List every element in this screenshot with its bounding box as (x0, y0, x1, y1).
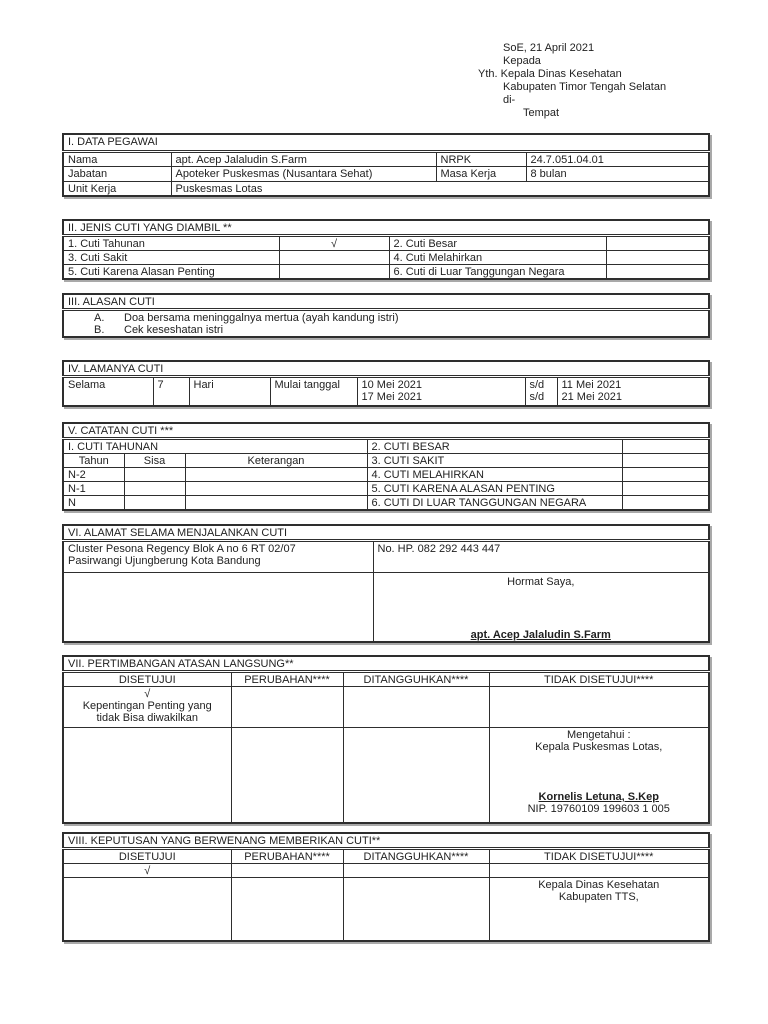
address-cell (63, 541, 373, 573)
s8-col-perubahan: PERUBAHAN**** (231, 849, 343, 864)
authority-line-1: Kepala Dinas Kesehatan (538, 879, 660, 891)
nrpk-label: NRPK (436, 151, 526, 166)
s8-col-tidak-disetujui: TIDAK DISETUJUI**** (489, 849, 709, 864)
s7-col-ditangguhkan: DITANGGUHKAN**** (343, 672, 489, 687)
end-date-2: 21 Mei 2021 (561, 391, 623, 403)
selama-label: Selama (63, 377, 153, 406)
jabatan-label: Jabatan (63, 166, 171, 181)
row-n1-keterangan (185, 482, 367, 496)
catatan-alasan-penting-value (622, 482, 709, 496)
section-1-data-pegawai-table (62, 133, 710, 197)
applicant-signer-name: apt. Acep Jalaludin S.Farm (470, 629, 611, 641)
row-n1-label: N-1 (63, 482, 124, 496)
s7-perubahan-cell (231, 687, 343, 728)
authority-line-2: Kabupaten TTS, (558, 891, 639, 903)
mulai-tanggal-label: Mulai tanggal (270, 377, 357, 406)
letter-recipient: Yth. Kepala Dinas Kesehatan (478, 68, 622, 80)
address-empty-cell (63, 573, 373, 643)
reason-a-text: Doa bersama meninggalnya mertua (ayah kandung istri) (124, 312, 399, 324)
section-3-alasan-cuti-table (62, 293, 710, 338)
catatan-luar-tanggungan-value (622, 496, 709, 511)
s7-sign-empty-2 (231, 728, 343, 823)
section-8-title: VIII. KEPUTUSAN YANG BERWENANG MEMBERIKAN CUTI** (63, 833, 709, 849)
reason-b-text: Cek keseshatan istri (124, 324, 224, 336)
s8-sign-empty-3 (343, 878, 489, 941)
section-7-title: VII. PERTIMBANGAN ATASAN LANGSUNG** (63, 656, 709, 672)
cuti-sakit-checkbox (279, 251, 389, 265)
applicant-signature-cell (373, 573, 709, 643)
jabatan-value: Apoteker Puskesmas (Nusantara Sehat) (171, 166, 436, 181)
start-date-2: 17 Mei 2021 (361, 391, 423, 403)
s7-col-tidak-disetujui: TIDAK DISETUJUI**** (489, 672, 709, 687)
kepala-puskesmas-label: Kepala Puskesmas Lotas, (535, 741, 663, 753)
cuti-besar-label: 2. Cuti Besar (389, 236, 606, 251)
masa-kerja-label: Masa Kerja (436, 166, 526, 181)
start-date-1: 10 Mei 2021 (361, 379, 423, 391)
masa-kerja-value: 8 bulan (526, 166, 709, 181)
supervisor-signature-cell (489, 728, 709, 823)
s8-tidak-disetujui-cell (489, 864, 709, 878)
letter-di: di- (503, 94, 516, 106)
catatan-cuti-melahirkan-value (622, 468, 709, 482)
cuti-besar-checkbox (606, 236, 709, 251)
s8-perubahan-cell (231, 864, 343, 878)
end-date-1: 11 Mei 2021 (561, 379, 622, 391)
supervisor-nip: NIP. 19760109 199603 1 005 (527, 803, 670, 815)
cuti-tahunan-header: I. CUTI TAHUNAN (63, 439, 367, 454)
col-header-tahun: Tahun (63, 454, 124, 468)
reason-a-label: A. (94, 312, 105, 324)
s7-tidak-disetujui-cell (489, 687, 709, 728)
s7-sign-empty-1 (63, 728, 231, 823)
section-6-title: VI. ALAMAT SELAMA MENJALANKAN CUTI (63, 525, 709, 541)
s7-col-perubahan: PERUBAHAN**** (231, 672, 343, 687)
reason-b (68, 324, 704, 336)
reason-b-label: B. (94, 324, 105, 336)
catatan-cuti-besar-value (622, 439, 709, 454)
s8-col-disetujui: DISETUJUI (63, 849, 231, 864)
duration-unit: Hari (189, 377, 270, 406)
mengetahui-label: Mengetahui : (566, 729, 631, 741)
sd-cell (525, 377, 557, 406)
s7-note-line-1: Kepentingan Penting yang (82, 700, 212, 712)
cuti-melahirkan-checkbox (606, 251, 709, 265)
letter-kepada: Kepada (503, 55, 541, 67)
section-4-title: IV. LAMANYA CUTI (63, 361, 709, 377)
supervisor-signer-name: Kornelis Letuna, S.Kep (538, 791, 659, 803)
letter-tempat: Tempat (523, 107, 560, 119)
cuti-luar-tanggungan-label: 6. Cuti di Luar Tanggungan Negara (389, 265, 606, 280)
letter-recipient-region: Kabupaten Timor Tengah Selatan (503, 81, 667, 93)
catatan-cuti-sakit-value (622, 454, 709, 468)
cuti-sakit-label: 3. Cuti Sakit (63, 251, 279, 265)
s8-sign-empty-1 (63, 878, 231, 941)
row-n2-label: N-2 (63, 468, 124, 482)
col-header-sisa: Sisa (124, 454, 185, 468)
cuti-tahunan-label: 1. Cuti Tahunan (63, 236, 279, 251)
section-5-title: V. CATATAN CUTI *** (63, 423, 709, 439)
col-header-keterangan: Keterangan (185, 454, 367, 468)
s8-col-ditangguhkan: DITANGGUHKAN**** (343, 849, 489, 864)
section-1-title: I. DATA PEGAWAI (63, 134, 709, 151)
unit-kerja-label: Unit Kerja (63, 181, 171, 196)
s7-disetujui-cell (63, 687, 231, 728)
sd-label-2: s/d (529, 391, 545, 403)
catatan-cuti-melahirkan-label: 4. CUTI MELAHIRKAN (367, 468, 622, 482)
catatan-cuti-besar-label: 2. CUTI BESAR (367, 439, 622, 454)
nama-label: Nama (63, 151, 171, 166)
row-n-label: N (63, 496, 124, 511)
phone-cell: No. HP. 082 292 443 447 (373, 541, 709, 573)
start-dates-cell (357, 377, 525, 406)
section-2-title: II. JENIS CUTI YANG DIAMBIL ** (63, 220, 709, 236)
salutation-text: Hormat Saya, (507, 576, 575, 588)
section-8-keputusan-table (62, 832, 710, 942)
section-7-pertimbangan-table (62, 655, 710, 824)
section-3-title: III. ALASAN CUTI (63, 294, 709, 310)
letter-date-place: SoE, 21 April 2021 (503, 42, 595, 54)
row-n2-sisa (124, 468, 185, 482)
cuti-melahirkan-label: 4. Cuti Melahirkan (389, 251, 606, 265)
s7-col-disetujui: DISETUJUI (63, 672, 231, 687)
row-n2-keterangan (185, 468, 367, 482)
s7-ditangguhkan-cell (343, 687, 489, 728)
catatan-luar-tanggungan-label: 6. CUTI DI LUAR TANGGUNGAN NEGARA (367, 496, 622, 511)
alasan-cuti-content (63, 310, 709, 338)
authority-signature-cell (489, 878, 709, 941)
sd-label-1: s/d (529, 379, 545, 391)
catatan-alasan-penting-label: 5. CUTI KARENA ALASAN PENTING (367, 482, 622, 496)
reason-a (68, 312, 704, 324)
section-5-catatan-cuti-table (62, 422, 710, 511)
cuti-luar-tanggungan-checkbox (606, 265, 709, 280)
nrpk-value: 24.7.051.04.01 (526, 151, 709, 166)
catatan-cuti-sakit-label: 3. CUTI SAKIT (367, 454, 622, 468)
section-6-alamat-table (62, 524, 710, 643)
address-line-2: Pasirwangi Ujungberung Kota Bandung (68, 555, 261, 567)
signature-space (494, 753, 705, 791)
cuti-tahunan-checkmark: √ (279, 236, 389, 251)
s8-sign-empty-2 (231, 878, 343, 941)
row-n-keterangan (185, 496, 367, 511)
duration-days-value: 7 (153, 377, 189, 406)
nama-value: apt. Acep Jalaludin S.Farm (171, 151, 436, 166)
letter-header (478, 42, 666, 120)
section-2-jenis-cuti-table (62, 219, 710, 280)
cuti-alasan-penting-checkbox (279, 265, 389, 280)
s8-checkmark: √ (63, 864, 231, 878)
address-line-1: Cluster Pesona Regency Blok A no 6 RT 02/07 (68, 543, 296, 555)
s8-ditangguhkan-cell (343, 864, 489, 878)
row-n1-sisa (124, 482, 185, 496)
unit-kerja-value: Puskesmas Lotas (171, 181, 709, 196)
row-n-sisa (124, 496, 185, 511)
cuti-alasan-penting-label: 5. Cuti Karena Alasan Penting (63, 265, 279, 280)
s7-checkmark: √ (144, 688, 151, 700)
s7-sign-empty-3 (343, 728, 489, 823)
end-dates-cell (557, 377, 709, 406)
s7-note-line-2: tidak Bisa diwakilkan (96, 712, 198, 724)
section-4-lamanya-cuti-table (62, 360, 710, 407)
